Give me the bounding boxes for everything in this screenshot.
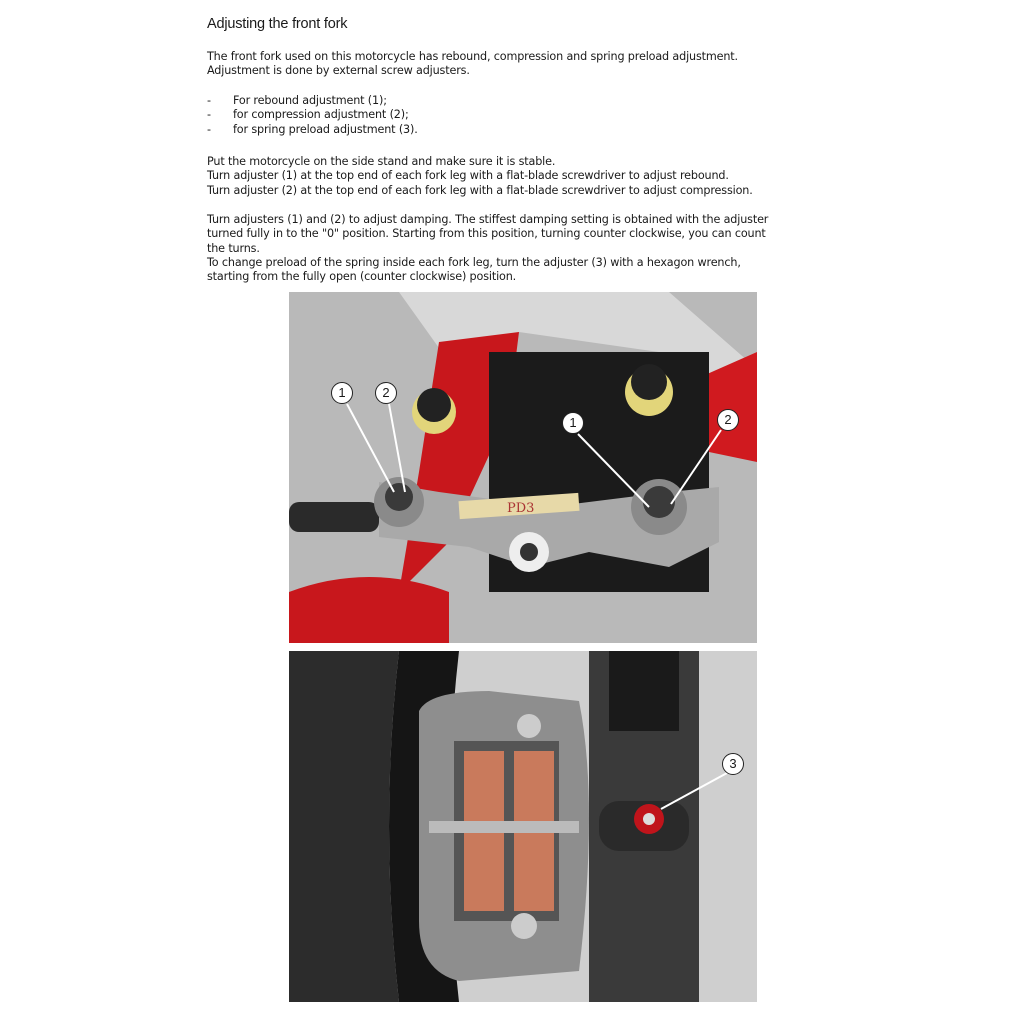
steps-paragraph — [207, 155, 753, 198]
fork-bottom-photo — [289, 651, 757, 1002]
step-line: Turn adjuster (2) at the top end of each fork leg with a flat-blade screwdriver to adjust compression. — [207, 183, 753, 197]
callout-rebound-left: 1 — [331, 382, 353, 404]
intro-line: The front fork used on this motorcycle has rebound, compression and spring preload adjustment. — [207, 50, 738, 63]
fork-top-photo — [289, 292, 757, 643]
damping-line: turned fully in to the "0" position. Starting from this position, turning counter clockwise, you can count — [207, 227, 766, 241]
tape-label: PD3 — [507, 501, 535, 516]
callout-preload: 3 — [722, 753, 744, 775]
fork-top-illustration — [289, 292, 757, 643]
page-title: Adjusting the front fork — [207, 16, 348, 32]
callout-compression-left: 2 — [375, 382, 397, 404]
list-item-text: For rebound adjustment (1); — [233, 94, 387, 107]
fork-bottom-illustration — [289, 651, 757, 1002]
damping-line: Turn adjusters (1) and (2) to adjust damping. The stiffest damping setting is obtained with the adjuster — [207, 213, 769, 226]
callout-compression-right: 2 — [717, 409, 739, 431]
intro-line: Adjustment is done by external screw adjusters. — [207, 64, 470, 78]
damping-paragraph — [207, 213, 768, 284]
list-item: - for compression adjustment (2); — [207, 108, 409, 122]
intro-paragraph — [207, 50, 738, 79]
damping-line: the turns. — [207, 241, 260, 255]
list-item-text: for compression adjustment (2); — [233, 108, 409, 122]
damping-line: To change preload of the spring inside each fork leg, turn the adjuster (3) with a hexagon wrench, — [207, 255, 741, 269]
step-line: Put the motorcycle on the side stand and make sure it is stable. — [207, 155, 556, 168]
damping-line: starting from the fully open (counter clockwise) position. — [207, 270, 517, 284]
list-item: - For rebound adjustment (1); — [207, 94, 387, 107]
adjustment-list — [207, 94, 418, 137]
step-line: Turn adjuster (1) at the top end of each fork leg with a flat-blade screwdriver to adjust rebound. — [207, 169, 729, 183]
list-item-text: for spring preload adjustment (3). — [233, 122, 418, 136]
list-item: - for spring preload adjustment (3). — [207, 122, 418, 136]
callout-rebound-right: 1 — [562, 412, 584, 434]
